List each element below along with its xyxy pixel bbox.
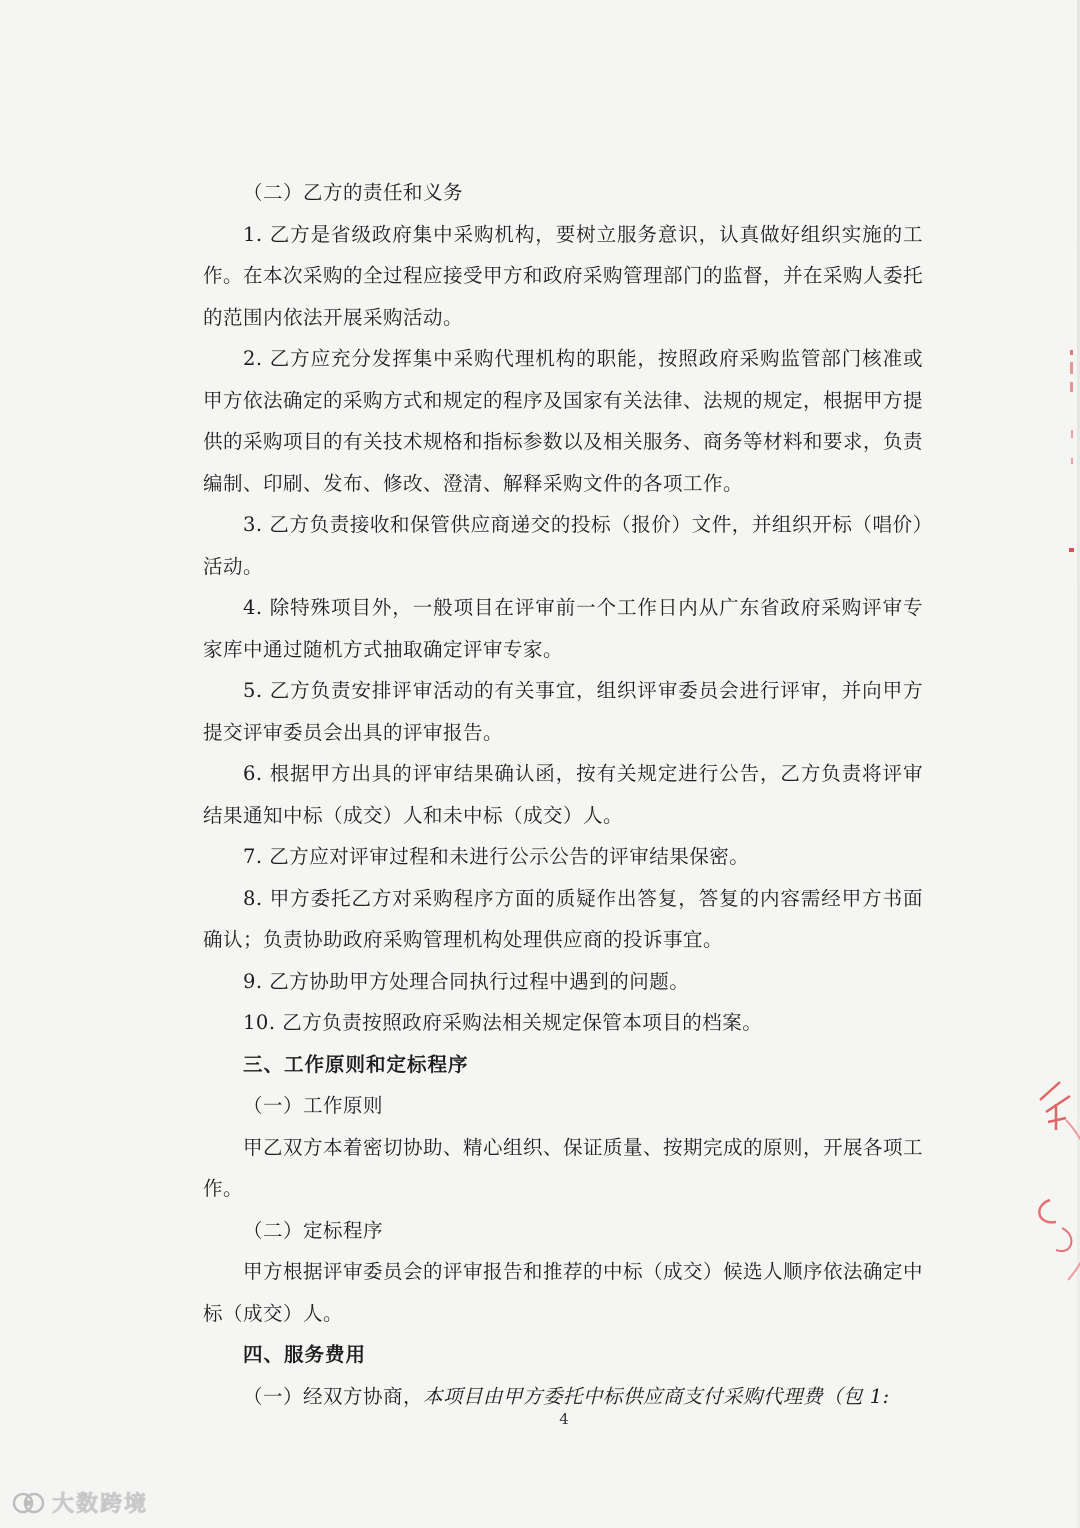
seal-stroke bbox=[1046, 1096, 1070, 1130]
clause-4: 4. 除特殊项目外，一般项目在评审前一个工作日内从广东省政府采购评审专家库中通过随机方式抽取确定评审专家。 bbox=[203, 596, 923, 661]
red-mark bbox=[1069, 548, 1074, 552]
clause-2: 2. 乙方应充分发挥集中采购代理机构的职能，按照政府采购监管部门核准或甲方依法确定的采购方式和规定的程序及国家有关法律、法规的规定，根据甲方提供的采购项目的有关技术规格和指标参数以及相关服务、商务等材料和要求，负责编制、印刷、发布、修改、澄清、解释采购文件的各项工作。 bbox=[203, 347, 924, 495]
clause-8: 8. 甲方委托乙方对采购程序方面的质疑作出答复，答复的内容需经甲方书面确认；负责协助政府采购管理机构处理供应商的投诉事宜。 bbox=[203, 886, 923, 951]
clause-3: 3. 乙方负责接收和保管供应商递交的投标（报价）文件，并组织开标（唱价）活动。 bbox=[203, 513, 923, 578]
document-body bbox=[203, 172, 923, 1417]
subsection-text-2: 甲方根据评审委员会的评审报告和推荐的中标（成交）候选人顺序依法确定中标（成交）人。 bbox=[203, 1260, 924, 1325]
section-heading-4: 四、服务费用 bbox=[243, 1343, 367, 1366]
watermark bbox=[12, 1487, 148, 1518]
clause-10: 10. 乙方负责按照政府采购法相关规定保管本项目的档案。 bbox=[243, 1011, 763, 1034]
red-mark bbox=[1071, 430, 1073, 438]
subsection-title-1: （一）工作原则 bbox=[243, 1094, 384, 1117]
fee-clause-lead: （一）经双方协商， bbox=[243, 1384, 424, 1408]
seal-stroke bbox=[1040, 1082, 1060, 1100]
watermark-logo-icon bbox=[12, 1490, 46, 1516]
seal-stroke bbox=[1039, 1200, 1056, 1222]
red-mark bbox=[1070, 350, 1073, 355]
clause-9: 9. 乙方协助甲方处理合同执行过程中遇到的问题。 bbox=[243, 969, 690, 993]
page-number: 4 bbox=[559, 1410, 569, 1428]
clause-7: 7. 乙方应对评审过程和未进行公示公告的评审结果保密。 bbox=[243, 845, 750, 868]
seal-stamp-fragment bbox=[1026, 1060, 1080, 1300]
red-margin-marks bbox=[1040, 330, 1080, 590]
seal-stroke bbox=[1056, 1228, 1071, 1251]
red-mark bbox=[1070, 362, 1073, 374]
subsection-title-2: （二）定标程序 bbox=[243, 1218, 384, 1242]
red-mark bbox=[1071, 458, 1073, 464]
seal-ring bbox=[1066, 1120, 1080, 1280]
red-mark bbox=[1070, 382, 1073, 392]
section-heading-3: 三、工作原则和定标程序 bbox=[243, 1052, 469, 1076]
clause-5: 5. 乙方负责安排评审活动的有关事宜，组织评审委员会进行评审，并向甲方提交评审委员会出具的评审报告。 bbox=[203, 679, 923, 744]
subsection-text-1: 甲乙双方本着密切协助、精心组织、保证质量、按期完成的原则，开展各项工作。 bbox=[203, 1135, 924, 1200]
fee-clause-italic: 本项目由甲方委托中标供应商支付采购代理费（包 1: bbox=[423, 1384, 890, 1408]
section-subtitle: （二）乙方的责任和义务 bbox=[243, 181, 464, 204]
watermark-text: 大数跨境 bbox=[52, 1492, 149, 1517]
clause-6: 6. 根据甲方出具的评审结果确认函，按有关规定进行公告，乙方负责将评审结果通知中标（成交）人和未中标（成交）人。 bbox=[203, 762, 923, 827]
clause-1: 1. 乙方是省级政府集中采购机构，要树立服务意识，认真做好组织实施的工作。在本次采购的全过程应接受甲方和政府采购管理部门的监督，并在采购人委托的范围内依法开展采购活动。 bbox=[203, 222, 924, 329]
